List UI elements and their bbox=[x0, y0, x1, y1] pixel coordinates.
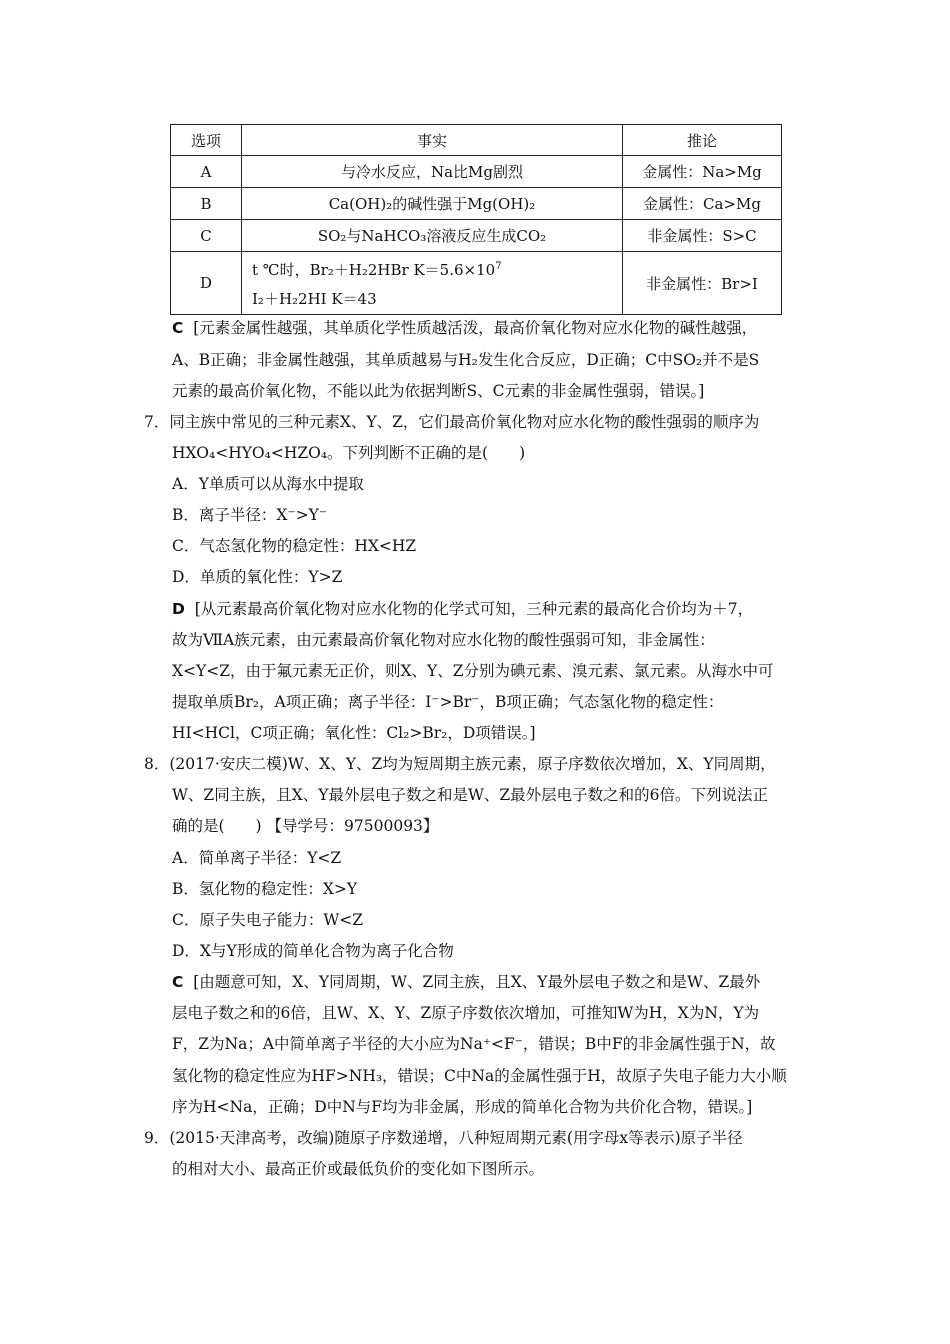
option-b: B．离子半径：X⁻>Y⁻ bbox=[172, 506, 328, 524]
option-b: B．氢化物的稳定性：X>Y bbox=[172, 880, 358, 898]
fact-cell: Ca(OH)₂的碱性强于Mg(OH)₂ bbox=[242, 188, 623, 220]
table-row bbox=[171, 188, 782, 220]
answer-text: [由题意可知，X、Y同周期，W、Z同主族，且X、Y最外层电子数之和是W、Z最外 bbox=[193, 973, 761, 991]
stem-text: 同主族中常见的三种元素X、Y、Z，它们最高价氧化物对应水化物的酸性强弱的顺序为 bbox=[169, 413, 760, 431]
fact-cell bbox=[242, 252, 623, 315]
answer-line: X<Y<Z，由于氟元素无正价，则X、Y、Z分别为碘元素、溴元素、氯元素。从海水中可 bbox=[172, 662, 774, 680]
option-c: C．气态氢化物的稳定性：HX<HZ bbox=[172, 537, 417, 555]
option-d: D．单质的氧化性：Y>Z bbox=[172, 568, 343, 586]
answer-letter: C bbox=[172, 973, 184, 991]
answer-line: 故为ⅦA族元素，由元素最高价氧化物对应水化物的酸性强弱可知，非金属性： bbox=[172, 631, 715, 649]
conclusion-cell: 非金属性：Br>I bbox=[623, 252, 782, 315]
header-option: 选项 bbox=[171, 125, 242, 156]
fact-line: I₂＋H₂2HI K＝43 bbox=[252, 290, 377, 308]
answer-line: 元素的最高价氧化物，不能以此为依据判断S、C元素的非金属性强弱，错误。] bbox=[172, 382, 705, 400]
table-row bbox=[171, 156, 782, 188]
option-cell: C bbox=[171, 220, 242, 252]
answer-line bbox=[172, 599, 753, 619]
fact-cell: 与冷水反应，Na比Mg剧烈 bbox=[242, 156, 623, 188]
header-conclusion: 推论 bbox=[623, 125, 782, 156]
answer-letter: C bbox=[172, 319, 184, 337]
question-stem bbox=[144, 754, 776, 774]
question-stem bbox=[144, 1128, 743, 1148]
answer-line: A、B正确；非金属性越强，其单质越易与H₂发生化合反应，D正确；C中SO₂并不是S bbox=[172, 351, 760, 369]
question-stem bbox=[144, 412, 759, 432]
question-stem: 确的是( ) 【导学号：97500093】 bbox=[172, 817, 439, 835]
conclusion-cell: 非金属性：S>C bbox=[623, 220, 782, 252]
option-cell: D bbox=[171, 252, 242, 315]
answer-text: [元素金属性越强，其单质化学性质越活泼，最高价氧化物对应水化物的碱性越强， bbox=[193, 319, 758, 337]
stem-text: (2015·天津高考，改编)随原子序数递增，八种短周期元素(用字母x等表示)原子半径 bbox=[169, 1129, 743, 1147]
question-number: 8． bbox=[144, 755, 170, 773]
answer-text: [从元素最高价氧化物对应水化物的化学式可知，三种元素的最高化合价均为＋7， bbox=[194, 600, 754, 618]
table-row bbox=[171, 252, 782, 315]
question-number: 9． bbox=[144, 1129, 170, 1147]
conclusion-cell: 金属性：Na>Mg bbox=[623, 156, 782, 188]
option-cell: B bbox=[171, 188, 242, 220]
table-header-row bbox=[171, 125, 782, 156]
question-stem: 的相对大小、最高正价或最低负价的变化如下图所示。 bbox=[172, 1160, 545, 1178]
option-c: C．原子失电子能力：W<Z bbox=[172, 911, 364, 929]
table-row bbox=[171, 220, 782, 252]
answer-line: 氢化物的稳定性应为HF>NH₃，错误；C中Na的金属性强于H，故原子失电子能力大小顺 bbox=[172, 1067, 787, 1085]
question-stem: W、Z同主族，且X、Y最外层电子数之和是W、Z最外层电子数之和的6倍。下列说法正 bbox=[172, 786, 769, 804]
question-stem: HXO₄<HYO₄<HZO₄。下列判断不正确的是( ) bbox=[172, 444, 526, 462]
answer-line bbox=[172, 972, 760, 992]
answer-line: 序为H<Na，正确；D中N与F均为非金属，形成的简单化合物为共价化合物，错误。] bbox=[172, 1098, 753, 1116]
answer-line: 提取单质Br₂，A项正确；离子半径：I⁻>Br⁻，B项正确；气态氢化物的稳定性： bbox=[172, 693, 724, 711]
fact-cell: SO₂与NaHCO₃溶液反应生成CO₂ bbox=[242, 220, 623, 252]
facts-table bbox=[170, 124, 782, 315]
answer-line: HI<HCl，C项正确；氧化性：Cl₂>Br₂，D项错误。] bbox=[172, 724, 536, 742]
fact-line bbox=[252, 252, 616, 285]
answer-line bbox=[172, 318, 757, 338]
option-a: A．Y单质可以从海水中提取 bbox=[172, 475, 364, 493]
option-a: A．简单离子半径：Y<Z bbox=[172, 849, 342, 867]
conclusion-cell: 金属性：Ca>Mg bbox=[623, 188, 782, 220]
stem-text: (2017·安庆二模)W、X、Y、Z均为短周期主族元素，原子序数依次增加，X、Y同周期， bbox=[169, 755, 776, 773]
question-number: 7． bbox=[144, 413, 170, 431]
answer-letter: D bbox=[172, 600, 185, 618]
option-d: D．X与Y形成的简单化合物为离子化合物 bbox=[172, 942, 454, 960]
option-cell: A bbox=[171, 156, 242, 188]
exponent: 7 bbox=[495, 261, 502, 272]
header-fact: 事实 bbox=[242, 125, 623, 156]
fact-line-text: t ℃时，Br₂＋H₂2HBr K＝5.6×10 bbox=[252, 261, 496, 279]
answer-line: 层电子数之和的6倍，且W、X、Y、Z原子序数依次增加，可推知W为H，X为N，Y为 bbox=[172, 1004, 760, 1022]
answer-line: F，Z为Na；A中简单离子半径的大小应为Na⁺<F⁻，错误；B中F的非金属性强于N，故 bbox=[172, 1035, 776, 1053]
